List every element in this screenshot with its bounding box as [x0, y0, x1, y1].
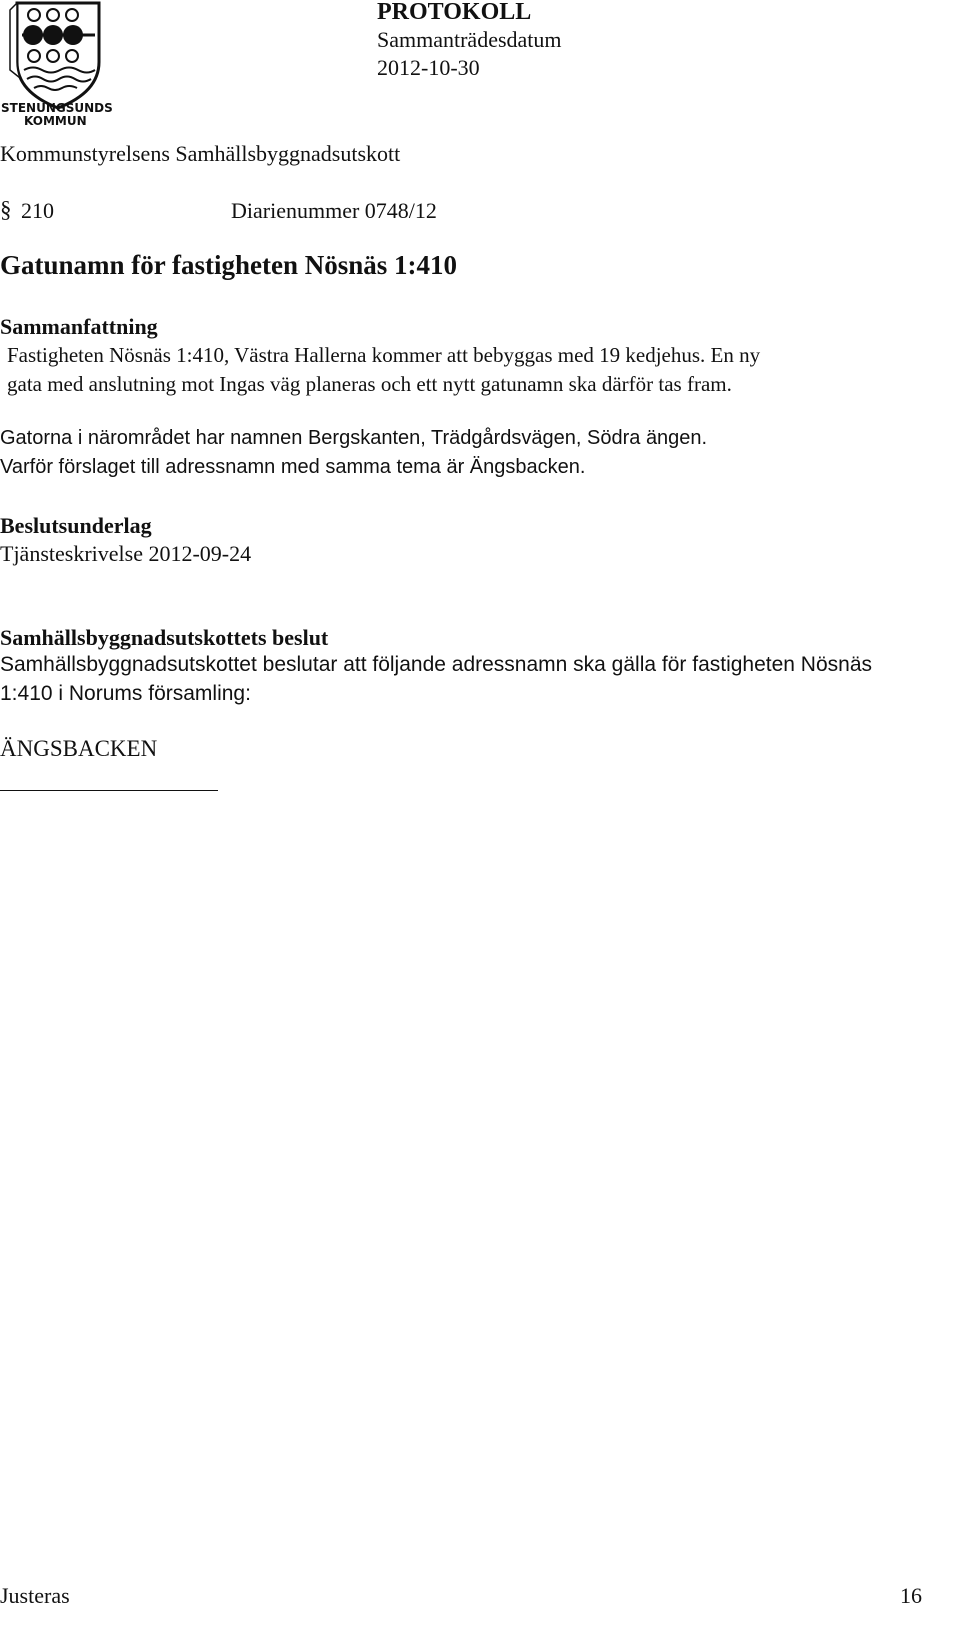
logo-text-line1: STENUNGSUNDS	[1, 101, 113, 115]
section-number: 210	[21, 198, 54, 223]
diary-number: Diarienummer 0748/12	[231, 198, 437, 223]
summary-line: gata med anslutning mot Ingas väg planeras och ett nytt gatunamn ska därför tas fram.	[7, 372, 732, 396]
summary-line: Varför förslaget till adressnamn med samma tema är Ängsbacken.	[0, 456, 586, 478]
page-number: 16	[900, 1583, 922, 1608]
meeting-date-label: Sammanträdesdatum	[377, 27, 562, 52]
document-type: PROTOKOLL	[377, 0, 532, 25]
meeting-date: 2012-10-30	[377, 55, 480, 80]
logo-text-line2: KOMMUN	[24, 114, 87, 128]
document-title: Gatunamn för fastigheten Nösnäs 1:410	[0, 250, 458, 280]
footer-justeras: Justeras	[0, 1583, 70, 1608]
municipality-logo	[0, 0, 118, 130]
summary-line: Gatorna i närområdet har namnen Bergskanten, Trädgårdsvägen, Södra ängen.	[0, 427, 708, 449]
decision-heading: Samhällsbyggnadsutskottets beslut	[0, 625, 329, 650]
decision-line: 1:410 i Norums församling:	[0, 682, 251, 705]
summary-line: Fastigheten Nösnäs 1:410, Västra Hallerna kommer att bebyggas med 19 kedjehus. En ny	[7, 343, 761, 367]
stenungsund-coat-of-arms-icon	[0, 0, 118, 130]
street-name: ÄNGSBACKEN	[0, 736, 158, 761]
basis-heading: Beslutsunderlag	[0, 513, 152, 538]
section-symbol: §	[0, 197, 12, 222]
summary-heading: Sammanfattning	[0, 314, 158, 339]
committee-name: Kommunstyrelsens Samhällsbyggnadsutskott	[0, 141, 401, 166]
decision-line: Samhällsbyggnadsutskottet beslutar att följande adressnamn ska gälla för fastigheten Nösnäs	[0, 653, 873, 676]
basis-item: Tjänsteskrivelse 2012-09-24	[0, 541, 252, 566]
signature-line	[0, 790, 218, 791]
